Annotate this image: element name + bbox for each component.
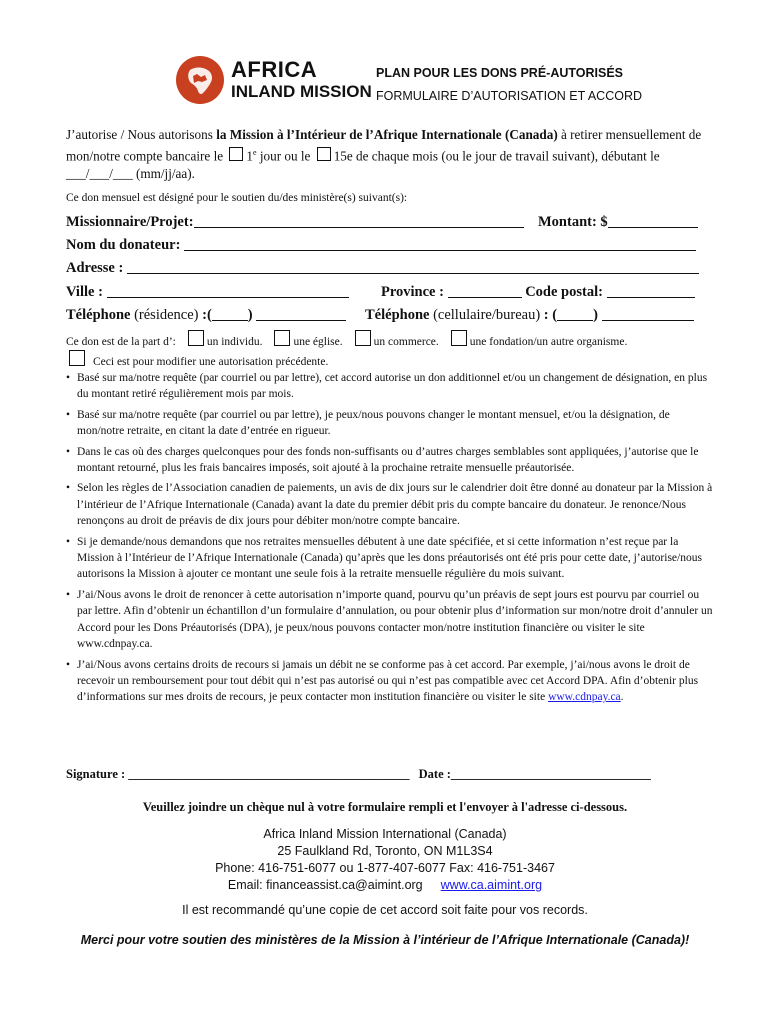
city-label: Ville : [66,284,103,300]
missionary-row [66,213,524,231]
missionary-field[interactable] [194,213,524,228]
donor-name-row [66,236,696,254]
signature-field[interactable]: Signature : _____________________________________________ [66,767,410,781]
address-org: Africa Inland Mission International (Canada) [263,827,507,841]
logo-text-inland-mission: INLAND MISSION [231,82,372,101]
aim-logo [176,56,372,106]
list-item: • Si je demande/nous demandons que nos retraites mensuelles débutent à une date spécifiée, et si cette information n’est reçue par la Mission à l’Intérieur de l’Afrique Internationale (Canada) qu’après que les dons préautorisés ont été pris pour cette date, j’autorise/nous autorisons la Mission à ajouter ce montant une seule fois à la retraite mensuelle régulière du mois suivant. [66,534,716,583]
phone-home-paren-close: ) [247,307,253,323]
postal-code-label: Code postal: [525,284,603,300]
list-item: • J’ai/Nous avons le droit de renoncer à cette autorisation n’importe quand, pourvu qu’un préavis de sept jours est pourvu par courriel ou par lettre. Afin d’obtenir un échantillon d’un formulaire d’annulation, ou pour obtenir plus d’information sur mon/notre droit d’annuler un Accord pour les Dons Préautorisés (DPA), je peux/nous pouvons contacter mon/notre institution financière ou visiter le site www.cdnpay.ca. [66,587,716,653]
foundation-label: une fondation/un autre organisme. [469,336,628,348]
amount-label: Montant: $ [538,214,608,230]
province-field[interactable] [448,283,522,298]
amount-field[interactable] [608,213,698,228]
modify-authorization-label: Ceci est pour modifier une autorisation précédente. [93,356,329,368]
donor-type-row [66,330,627,348]
donor-name-field[interactable] [184,236,696,251]
phone-home-area-code-field[interactable] [212,306,248,321]
mailing-address [0,826,770,894]
phone-home-number-field[interactable] [256,306,346,321]
terms-list [66,370,716,710]
logo-text-africa: AFRICA [231,57,318,82]
donor-type-label: Ce don est de la part d’: [66,336,176,348]
phone-work-label: Téléphone [365,307,430,323]
address-phone: Phone: 416-751-6077 ou 1-877-407-6077 Fax: 416-751-3467 [215,861,555,875]
business-label: un commerce. [373,336,439,348]
phone-home-note: (résidence) [130,307,203,323]
fifteenth-day-label: 15e de chaque mois (ou le jour de travail suivant), débutant le ___/___/___ (mm/jj/aa). [66,148,660,182]
missionary-label: Missionnaire/Projet: [66,214,194,230]
list-item: • Basé sur ma/notre requête (par courriel ou par lettre), cet accord autorise un don additionnel et/ou un changement de désignation, en plus du montant retiré régulièrement mois par mois. [66,370,716,403]
province-row [381,283,695,301]
intro-text-2: à retirer mensuellement de mon/notre compte bancaire le [66,127,702,164]
modify-authorization-checkbox[interactable] [69,350,85,366]
phone-work-paren-close: ) [593,307,598,323]
date-field[interactable]: Date :________________________________ [418,767,651,781]
postal-code-field[interactable] [607,283,695,298]
address-field[interactable] [127,259,699,274]
address-contact [0,877,770,894]
list-item [66,657,716,706]
mail-instruction: Veuillez joindre un chèque nul à votre formulaire rempli et l'envoyer à l'adresse ci-dessous. [142,800,628,814]
form-subtitle: FORMULAIRE D’AUTORISATION ET ACCORD [376,89,643,103]
church-label: une église. [293,336,343,348]
first-day-label: 1 [246,148,253,164]
list-item: • Basé sur ma/notre requête (par courriel ou par lettre), je peux/nous pouvons changer le montant mensuel, et/ou la désignation, de mon/notre retraite, en citant la date d’entrée en rigueur. [66,407,716,440]
phone-home-label: Téléphone [66,307,131,323]
address-row [66,259,699,277]
address-label: Adresse : [66,260,124,276]
copy-recommendation: Il est recommandé qu’une copie de cet accord soit faite pour vos records. [182,903,588,917]
authorization-intro [66,126,716,183]
phone-work-note: (cellulaire/bureau) [429,307,544,323]
signature-row [66,767,651,782]
list-item: • Dans le cas où des charges quelconques pour des fonds non-suffisants ou d’autres charges semblables sont appliquées, j’autorise que le montant retourné, plus les frais bancaires imposés, soit ajouté à la prochaine retraite mensuelle préautorisée. [66,444,716,477]
thank-you-note: Merci pour votre soutien des ministères de la Mission à l’intérieur de l’Afrique Internationale (Canada)! [80,933,690,947]
recourse-tail: . [620,691,624,704]
designation-text: Ce don mensuel est désigné pour le soutien du/des ministère(s) suivant(s): [66,192,408,204]
form-title: PLAN POUR LES DONS PRÉ-AUTORISÉS [376,66,624,80]
phone-home-row [66,306,346,324]
fifteenth-day-checkbox[interactable] [317,147,331,161]
donor-name-label: Nom du donateur: [66,237,181,253]
amount-row [538,213,698,231]
list-item: • Selon les règles de l’Association canadien de paiements, un avis de dix jours sur le calendrier doit être donné au donateur par la Mission à l’intérieur de l’Afrique Internationale (Canada) avant la date du premier débit pris du compte bancaire du donateur. Je renonce/Nous renonçons au droit de préavis de dix jours pour débiter mon/notre compte bancaire. [66,480,716,529]
business-checkbox[interactable] [355,330,371,346]
phone-work-area-code-field[interactable] [557,306,593,321]
church-checkbox[interactable] [274,330,290,346]
phone-work-row [365,306,694,324]
phone-work-paren-open: : ( [543,307,558,323]
province-label: Province : [381,284,444,300]
modify-row [66,350,328,368]
first-day-sup: e [252,148,257,157]
recourse-text: J’ai/Nous avons certains droits de recours si jamais un débit ne se conforme pas à cet accord. Par exemple, j’ai/nous avons le droit de recevoir un remboursement pour tout débit qui n’est pas autorisé ou qui n’est pas compatible avec cet Accord DPA. Afin d’obtenir plus d’informations sur mes droits de recours, je peux contacter mon institution financière ou visiter le site [77,658,699,704]
website-link[interactable]: www.ca.aimint.org [440,878,543,892]
address-street: 25 Faulkland Rd, Toronto, ON M1L3S4 [277,844,493,858]
intro-text-1: J’autorise / Nous autorisons [66,127,217,142]
cdnpay-link[interactable]: www.cdnpay.ca [548,691,621,704]
email-text: Email: financeassist.ca@aimint.org [227,878,423,892]
first-day-tail: jour ou le [256,148,314,164]
first-day-checkbox[interactable] [229,147,243,161]
foundation-checkbox[interactable] [451,330,467,346]
africa-map-icon [176,56,224,104]
individual-label: un individu. [206,336,263,348]
individual-checkbox[interactable] [188,330,204,346]
city-field[interactable] [107,283,349,298]
city-row [66,283,349,301]
intro-org-name: la Mission à l’Intérieur de l’Afrique Internationale (Canada) [216,127,558,142]
phone-home-paren-open: :( [202,307,212,323]
phone-work-number-field[interactable] [602,306,694,321]
